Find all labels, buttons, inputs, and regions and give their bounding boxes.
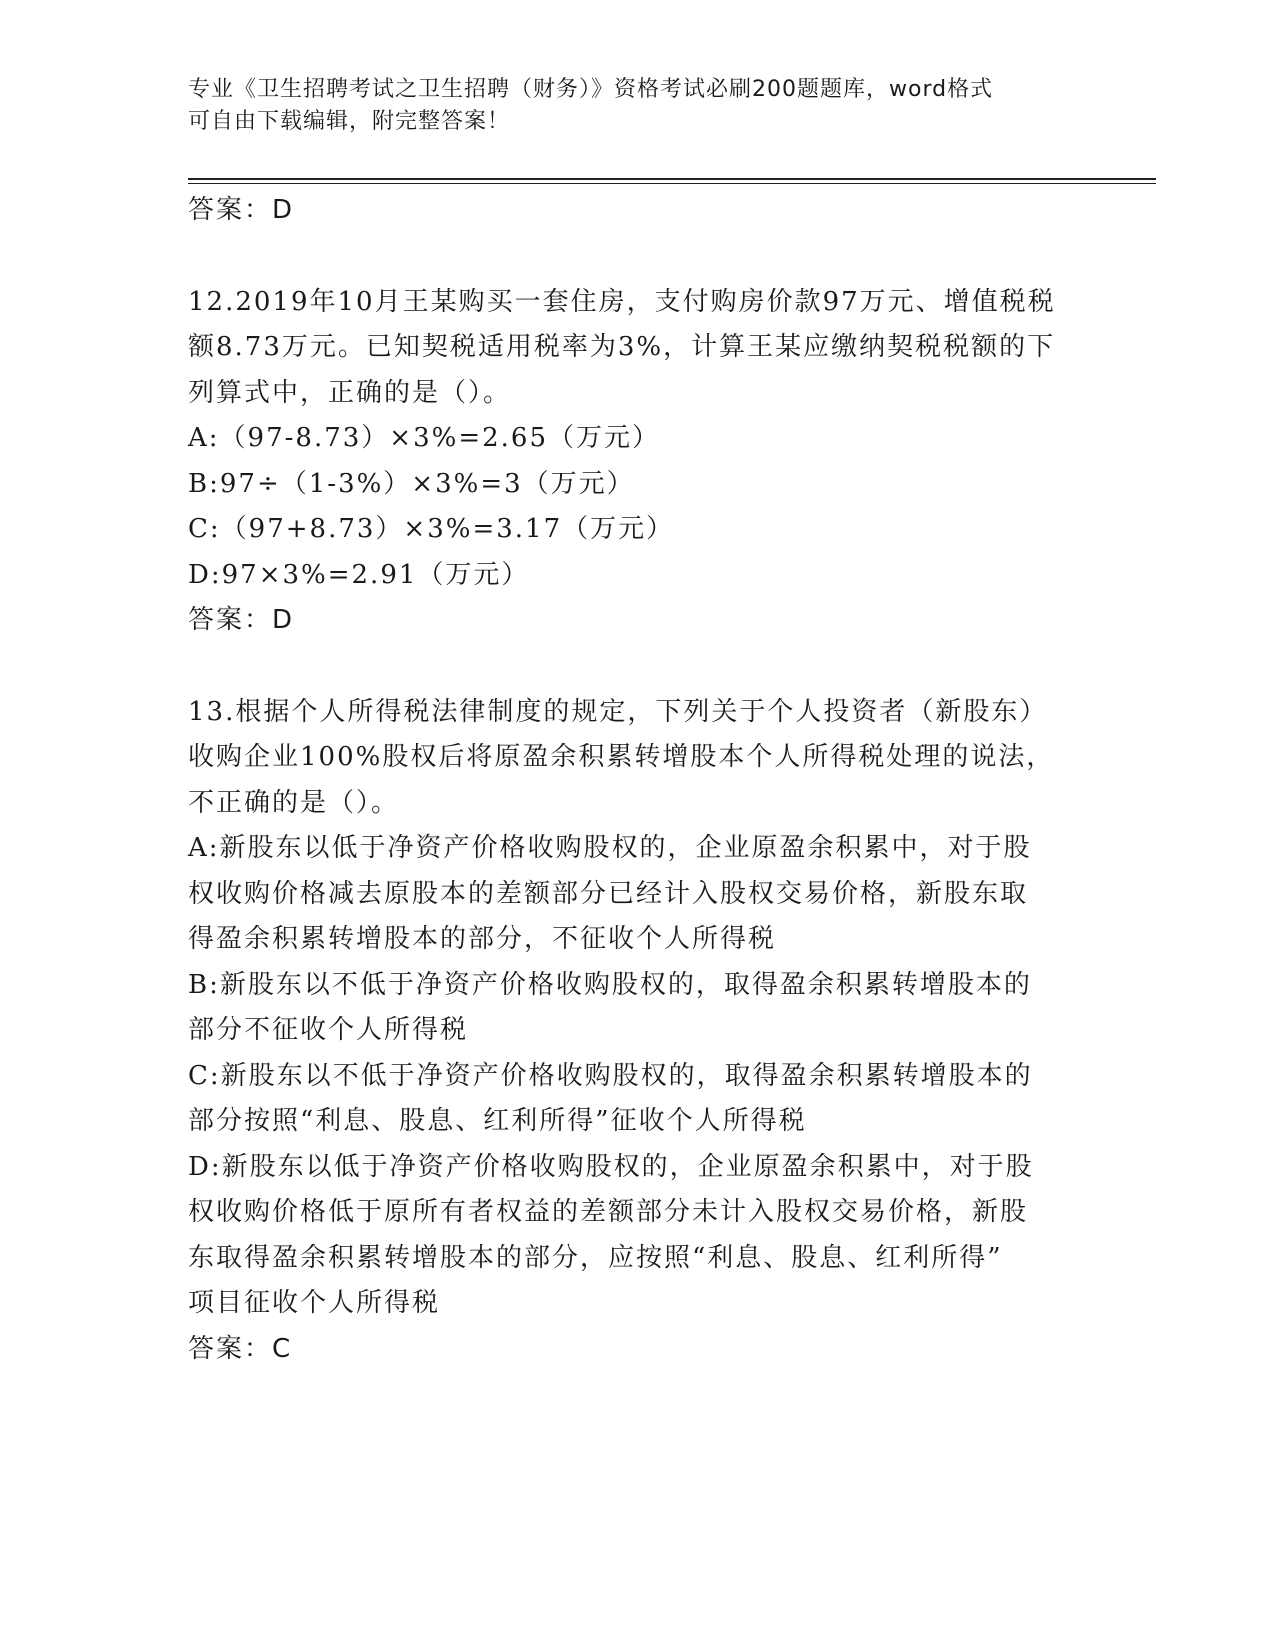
question-13-stem-line-1: 13.根据个人所得税法律制度的规定，下列关于个人投资者（新股东） bbox=[188, 696, 1048, 727]
option-a-line-3: 得盈余积累转增股本的部分，不征收个人所得税 bbox=[188, 924, 777, 954]
header-line-2: 可自由下载编辑，附完整答案！ bbox=[188, 109, 511, 134]
option-d-line-4: 项目征收个人所得税 bbox=[188, 1288, 441, 1318]
header-divider-thick bbox=[188, 178, 1156, 180]
question-12-stem-line-2: 额8.73万元。已知契税适用税率为3%，计算王某应缴纳契税税额的下 bbox=[188, 332, 1056, 362]
header-divider-thin bbox=[188, 183, 1156, 184]
question-12-option-b: B:97÷（1-3%）×3%=3（万元） bbox=[188, 468, 635, 499]
question-13-stem-line-2: 收购企业100%股权后将原盈余积累转增股本个人所得税处理的说法， bbox=[188, 742, 1055, 772]
question-13-stem-line-3: 不正确的是（）。 bbox=[188, 787, 400, 818]
option-d-line-1: D:新股东以低于净资产价格收购股权的，企业原盈余积累中，对于股 bbox=[188, 1151, 1034, 1182]
option-a-line-2: 权收购价格减去原股本的差额部分已经计入股权交易价格，新股东取 bbox=[188, 878, 1029, 909]
option-c-line-1: C:新股东以不低于净资产价格收购股权的，取得盈余积累转增股本的 bbox=[188, 1060, 1033, 1091]
question-12-stem-line-1: 12.2019年10月王某购买一套住房，支付购房价款97万元、增值税税 bbox=[188, 286, 1056, 317]
answer-previous: 答案：D bbox=[188, 195, 295, 225]
spacer bbox=[188, 644, 1088, 690]
option-b-line-2: 部分不征收个人所得税 bbox=[188, 1015, 469, 1045]
option-d-line-2: 权收购价格低于原所有者权益的差额部分未计入股权交易价格，新股 bbox=[188, 1197, 1029, 1227]
question-12-option-c: C:（97+8.73）×3%=3.17（万元） bbox=[188, 514, 675, 544]
document-body bbox=[188, 188, 1088, 1372]
option-d-line-3: 东取得盈余积累转增股本的部分，应按照“利息、股息、红利所得” bbox=[188, 1242, 1003, 1273]
question-12 bbox=[188, 280, 1088, 644]
question-13-option-d bbox=[188, 1145, 1088, 1327]
question-12-option-d: D:97×3%=2.91（万元） bbox=[188, 559, 530, 590]
question-13-option-a bbox=[188, 826, 1088, 963]
spacer bbox=[188, 234, 1088, 280]
question-13 bbox=[188, 690, 1088, 1373]
question-12-option-a: A:（97-8.73）×3%=2.65（万元） bbox=[188, 423, 661, 453]
document-header bbox=[188, 74, 1068, 138]
question-13-option-b bbox=[188, 963, 1088, 1054]
option-c-line-2: 部分按照“利息、股息、红利所得”征收个人所得税 bbox=[188, 1106, 807, 1136]
option-a-line-1: A:新股东以低于净资产价格收购股权的，企业原盈余积累中，对于股 bbox=[188, 833, 1032, 863]
option-b-line-1: B:新股东以不低于净资产价格收购股权的，取得盈余积累转增股本的 bbox=[188, 969, 1032, 1000]
question-12-answer: 答案：D bbox=[188, 605, 295, 635]
header-line-1: 专业《卫生招聘考试之卫生招聘（财务）》资格考试必刷200题题库，word格式 bbox=[188, 77, 994, 102]
question-13-option-c bbox=[188, 1054, 1088, 1145]
question-12-stem-line-3: 列算式中，正确的是（）。 bbox=[188, 377, 512, 408]
question-13-answer: 答案：C bbox=[188, 1333, 293, 1364]
